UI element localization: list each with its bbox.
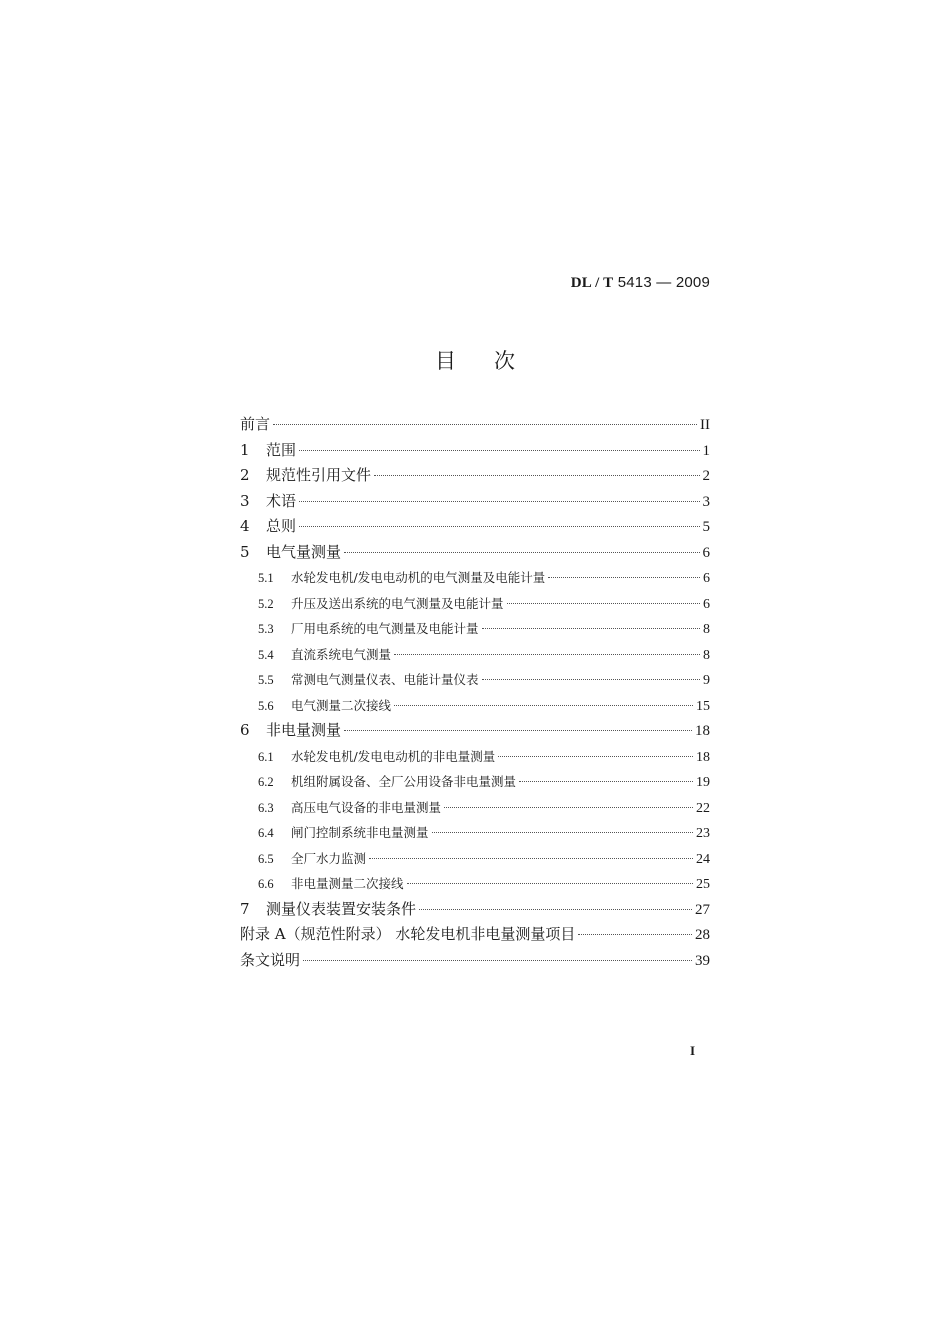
toc-dot-leader bbox=[498, 756, 693, 757]
toc-entry[interactable] bbox=[240, 846, 710, 872]
standard-code bbox=[571, 274, 710, 292]
toc-entry-label: 非电量测量二次接线 bbox=[291, 876, 404, 891]
toc-entry-page: 28 bbox=[695, 927, 710, 943]
toc-entry-page: 18 bbox=[696, 749, 710, 765]
toc-entry-number: 6.2 bbox=[258, 775, 274, 789]
toc-dot-leader bbox=[507, 603, 700, 604]
toc-entry-page: 2 bbox=[702, 468, 710, 484]
toc-entry-number: 6.3 bbox=[258, 800, 274, 815]
toc-entry[interactable] bbox=[240, 795, 710, 821]
toc-entry-page: II bbox=[700, 417, 710, 433]
toc-entry-number: 6 bbox=[240, 721, 250, 739]
toc-entry-page: 8 bbox=[703, 647, 710, 663]
toc-entry[interactable] bbox=[240, 438, 710, 464]
toc-entry[interactable] bbox=[240, 616, 710, 642]
toc-entry-page: 9 bbox=[703, 673, 710, 688]
toc-entry-number: 6.6 bbox=[258, 877, 274, 891]
toc-entry-page: 6 bbox=[702, 544, 710, 561]
toc-entry-number: 5.3 bbox=[258, 622, 274, 636]
toc-dot-leader bbox=[273, 424, 697, 425]
toc-entry-label: 术语 bbox=[266, 491, 297, 510]
toc-entry[interactable] bbox=[240, 642, 710, 668]
toc-entry-number: 7 bbox=[240, 899, 250, 918]
page-number: I bbox=[690, 1043, 696, 1058]
toc-entry-page: 39 bbox=[695, 952, 710, 969]
toc-dot-leader bbox=[432, 832, 693, 833]
toc-dot-leader bbox=[548, 577, 700, 578]
toc-entry-label: 条文说明 bbox=[240, 950, 301, 969]
toc-entry-number: 6.4 bbox=[258, 826, 274, 840]
toc-entry[interactable] bbox=[240, 667, 710, 693]
toc-entry-label: 机组附属设备、全厂公用设备非电量测量 bbox=[291, 774, 517, 789]
toc-dot-leader bbox=[482, 628, 700, 629]
toc-entry[interactable] bbox=[240, 463, 710, 489]
toc-entry-label: 总则 bbox=[266, 517, 297, 535]
toc-entry-number: 4 bbox=[240, 517, 250, 535]
toc-entry[interactable] bbox=[240, 540, 710, 566]
toc-entry[interactable] bbox=[240, 744, 710, 770]
toc-entry-page: 19 bbox=[696, 775, 710, 790]
toc-entry-page: 27 bbox=[695, 901, 710, 918]
toc-dot-leader bbox=[344, 552, 699, 553]
toc-entry-page: 22 bbox=[696, 800, 710, 816]
toc-entry-label: 厂用电系统的电气测量及电能计量 bbox=[291, 621, 479, 636]
toc-entry-label: 非电量测量 bbox=[266, 721, 342, 739]
standard-prefix: DL / T bbox=[570, 275, 614, 291]
toc-dot-leader bbox=[482, 679, 700, 680]
toc-entry-label: 升压及送出系统的电气测量及电能计量 bbox=[291, 595, 504, 611]
toc-entry-label: 高压电气设备的非电量测量 bbox=[291, 799, 442, 815]
toc-dot-leader bbox=[303, 960, 692, 961]
toc-entry-number: 1 bbox=[240, 440, 250, 459]
toc-dot-leader bbox=[299, 526, 699, 527]
toc-entry[interactable] bbox=[240, 591, 710, 617]
toc-entry-number: 6.1 bbox=[258, 749, 274, 764]
toc-entry-page: 25 bbox=[696, 877, 710, 892]
toc-entry-page: 1 bbox=[702, 442, 710, 459]
toc-entry-page: 18 bbox=[695, 723, 710, 739]
page-title bbox=[0, 345, 950, 375]
toc-entry-label: 闸门控制系统非电量测量 bbox=[291, 825, 429, 840]
toc-entry-number: 5.5 bbox=[258, 673, 274, 687]
table-of-contents bbox=[240, 412, 710, 973]
toc-entry-page: 6 bbox=[703, 571, 710, 586]
toc-entry[interactable] bbox=[240, 514, 710, 540]
toc-entry-label: 范围 bbox=[266, 440, 297, 459]
toc-entry-page: 23 bbox=[696, 826, 710, 841]
toc-entry[interactable] bbox=[240, 489, 710, 515]
toc-entry[interactable] bbox=[240, 922, 710, 948]
toc-entry-page: 5 bbox=[702, 519, 710, 535]
toc-dot-leader bbox=[299, 450, 699, 451]
toc-entry-label: 电气量测量 bbox=[266, 542, 342, 561]
toc-dot-leader bbox=[394, 654, 700, 655]
toc-entry-number: 5.1 bbox=[258, 571, 274, 585]
toc-entry[interactable] bbox=[240, 693, 710, 719]
toc-entry-label: 水轮发电机/发电电动机的非电量测量 bbox=[291, 748, 496, 764]
toc-entry-label: 直流系统电气测量 bbox=[291, 646, 392, 662]
toc-entry-number: 3 bbox=[240, 491, 250, 510]
toc-entry-label: 测量仪表装置安装条件 bbox=[266, 899, 417, 918]
toc-entry-label: 全厂水力监测 bbox=[291, 850, 367, 866]
toc-entry-number: 6.5 bbox=[258, 851, 274, 866]
toc-entry-page: 3 bbox=[702, 493, 710, 510]
toc-entry[interactable] bbox=[240, 718, 710, 744]
toc-dot-leader bbox=[578, 934, 692, 935]
toc-entry[interactable] bbox=[240, 948, 710, 974]
toc-entry[interactable] bbox=[240, 871, 710, 897]
toc-entry-label: 电气测量二次接线 bbox=[291, 697, 392, 713]
toc-entry-number: 5.2 bbox=[258, 596, 274, 611]
title-char-1: 目 bbox=[435, 349, 456, 373]
toc-entry-label: 常测电气测量仪表、电能计量仪表 bbox=[291, 672, 479, 687]
toc-entry[interactable] bbox=[240, 565, 710, 591]
toc-entry-label: 规范性引用文件 bbox=[266, 466, 372, 484]
toc-dot-leader bbox=[519, 781, 693, 782]
toc-entry-number: 2 bbox=[240, 466, 250, 484]
toc-dot-leader bbox=[374, 475, 699, 476]
toc-entry[interactable] bbox=[240, 412, 710, 438]
toc-entry-page: 8 bbox=[703, 622, 710, 637]
toc-entry[interactable] bbox=[240, 769, 710, 795]
toc-entry[interactable] bbox=[240, 820, 710, 846]
toc-entry-page: 24 bbox=[696, 851, 710, 867]
toc-entry-page: 15 bbox=[696, 698, 710, 714]
toc-entry[interactable] bbox=[240, 897, 710, 923]
toc-dot-leader bbox=[407, 883, 693, 884]
toc-dot-leader bbox=[369, 858, 693, 859]
toc-entry-label: 水轮发电机/发电电动机的电气测量及电能计量 bbox=[291, 570, 546, 585]
toc-entry-number: 5.6 bbox=[258, 698, 274, 713]
toc-dot-leader bbox=[419, 909, 692, 910]
title-char-2: 次 bbox=[494, 349, 515, 373]
toc-dot-leader bbox=[344, 730, 692, 731]
toc-entry-page: 6 bbox=[703, 596, 710, 612]
toc-entry-label: 前言 bbox=[240, 415, 271, 433]
toc-dot-leader bbox=[444, 807, 693, 808]
toc-entry-number: 5 bbox=[240, 542, 250, 561]
toc-dot-leader bbox=[394, 705, 693, 706]
toc-dot-leader bbox=[299, 501, 699, 502]
toc-entry-number: 5.4 bbox=[258, 647, 274, 662]
standard-number: 5413 — 2009 bbox=[617, 274, 710, 291]
toc-entry-label: 附录 A（规范性附录） 水轮发电机非电量测量项目 bbox=[240, 925, 576, 943]
